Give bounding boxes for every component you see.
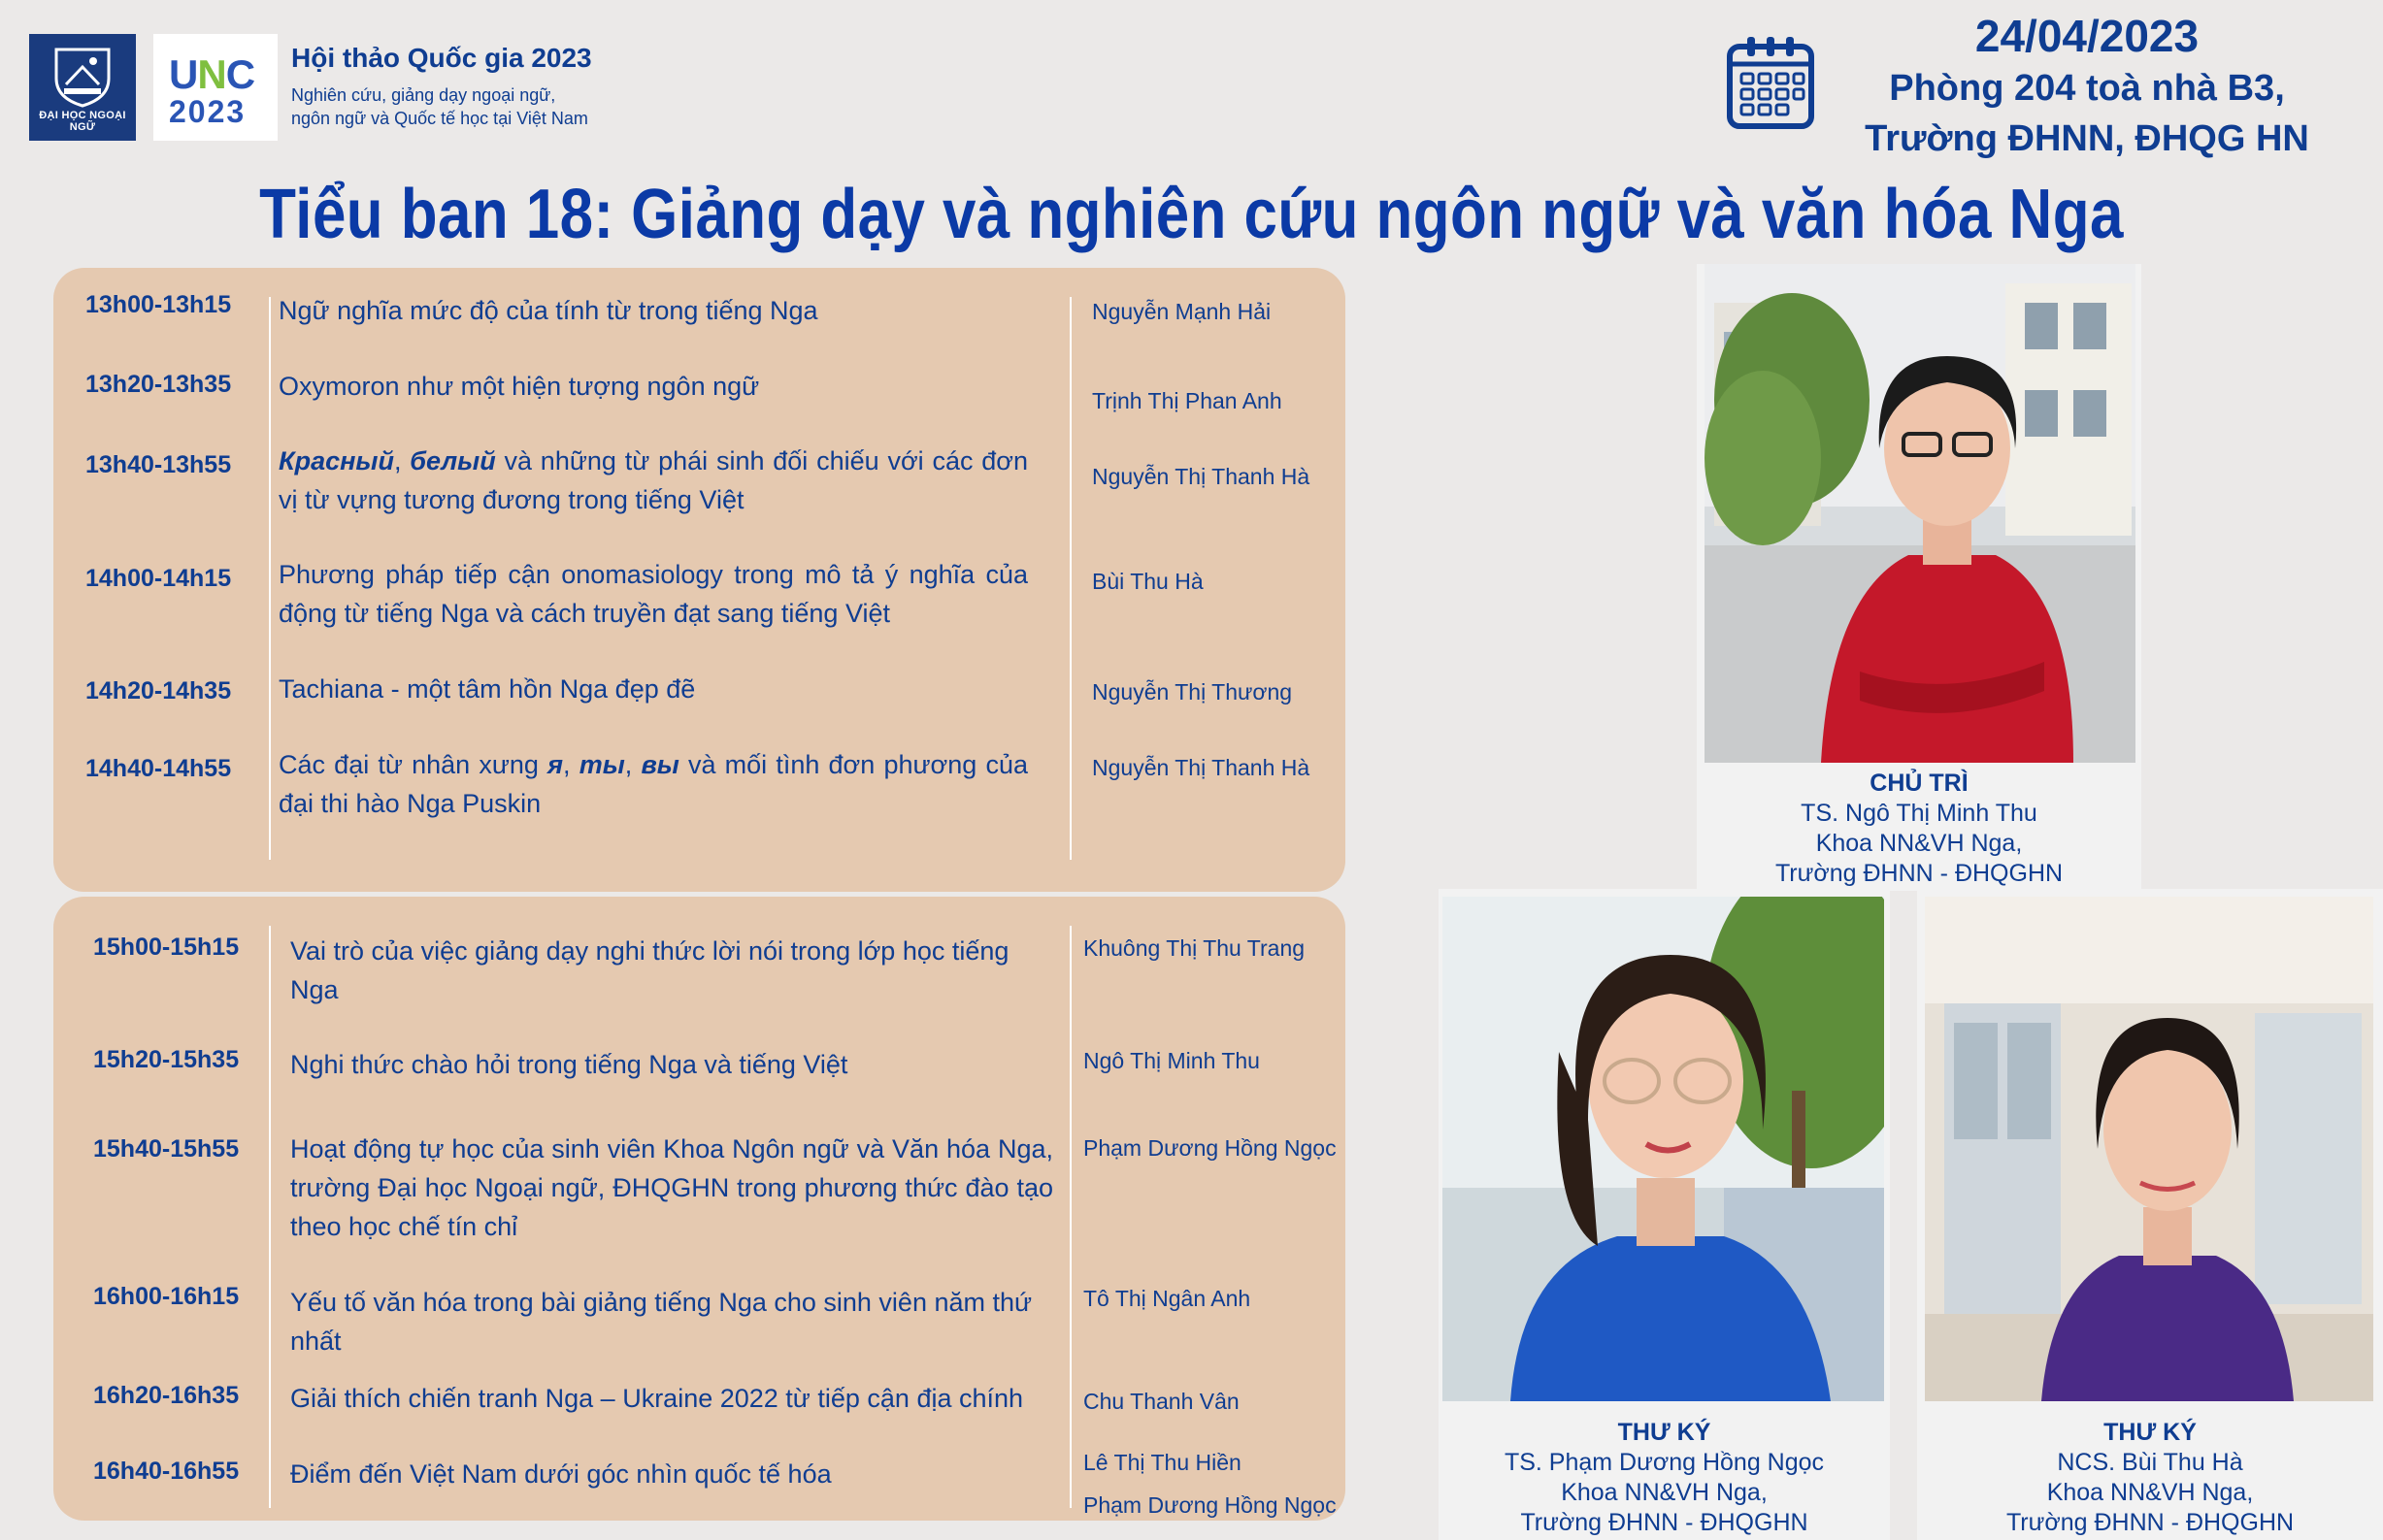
chair-role: CHỦ TRÌ xyxy=(1870,770,1969,797)
unc-letter: U xyxy=(169,51,198,97)
session2-topic-5: Giải thích chiến tranh Nga – Ukraine 2022 từ tiếp cận địa chính xyxy=(290,1384,1024,1413)
unc-logo xyxy=(153,34,278,141)
italic-term: ты xyxy=(579,750,625,779)
session2-time-2: 15h20-15h35 xyxy=(93,1046,240,1073)
session2-author-3: Phạm Dương Hồng Ngọc xyxy=(1083,1135,1337,1161)
session2-author-2: Ngô Thị Minh Thu xyxy=(1083,1048,1260,1073)
session2-author-6: Lê Thị Thu Hiền xyxy=(1083,1450,1241,1475)
column-divider xyxy=(269,926,271,1508)
session1-topic-6: Các đại từ nhân xưng я, ты, вы và mối tình đơn phương của đại thi hào Nga Puskin xyxy=(279,750,1028,818)
secretary2-role: THƯ KÝ xyxy=(2103,1419,2197,1446)
secretary1-dept: Khoa NN&VH Nga, xyxy=(1561,1479,1768,1506)
secretary2-dept: Khoa NN&VH Nga, xyxy=(2046,1479,2254,1506)
secretary1-name: TS. Phạm Dương Hồng Ngọc xyxy=(1504,1449,1825,1476)
chair-card xyxy=(1697,264,2141,891)
secretary2-school: Trường ĐHNN - ĐHQGHN xyxy=(2005,1509,2295,1536)
column-divider xyxy=(1070,297,1072,860)
session1-topic-5: Tachiana - một tâm hồn Nga đẹp đẽ xyxy=(279,674,696,704)
secretary2-card xyxy=(1917,889,2383,1540)
secretary1-role: THƯ KÝ xyxy=(1617,1419,1711,1446)
session2-topic-2: Nghi thức chào hỏi trong tiếng Nga và tiếng Việt xyxy=(290,1050,848,1079)
chair-school: Trường ĐHNN - ĐHQGHN xyxy=(1774,860,2064,887)
secretary2-caption xyxy=(1917,1418,2383,1538)
event-date: 24/04/2023 xyxy=(1974,11,2200,61)
session1-topic-2: Oxymoron như một hiện tượng ngôn ngữ xyxy=(279,372,760,401)
venue-line1: Phòng 204 toà nhà B3, xyxy=(1889,68,2285,109)
session2-topic-4: Yếu tố văn hóa trong bài giảng tiếng Nga cho sinh viên năm thứ nhất xyxy=(290,1288,1033,1356)
secretary1-photo xyxy=(1442,897,1884,1401)
chair-dept: Khoa NN&VH Nga, xyxy=(1815,830,2023,857)
session2-topic-3: Hoạt động tự học của sinh viên Khoa Ngôn ngữ và Văn hóa Nga, trường Đại học Ngoại ngữ, ĐHQGHN trong phương thức đào tạo theo học chế tín chỉ xyxy=(290,1134,1053,1241)
session2-author-5: Chu Thanh Vân xyxy=(1083,1389,1240,1414)
session1-author-6: Nguyễn Thị Thanh Hà xyxy=(1092,755,1310,780)
session2-author-4: Tô Thị Ngân Anh xyxy=(1083,1286,1251,1311)
session1-author-1: Nguyễn Mạnh Hải xyxy=(1092,299,1272,324)
session2-author-6-second: Phạm Dương Hồng Ngọc xyxy=(1083,1492,1337,1518)
session2-time-1: 15h00-15h15 xyxy=(93,934,240,961)
session1-author-2: Trịnh Thị Phan Anh xyxy=(1092,388,1282,413)
conference-subtitle-line2: ngôn ngữ và Quốc tế học tại Việt Nam xyxy=(291,109,588,128)
conference-title: Hội thảo Quốc gia 2023 xyxy=(291,43,592,73)
session1-topic-4: Phương pháp tiếp cận onomasiology trong mô tả ý nghĩa của động từ tiếng Nga và cách truyền đạt sang tiếng Việt xyxy=(279,560,1028,628)
session1-topic-1: Ngữ nghĩa mức độ của tính từ trong tiếng Nga xyxy=(279,296,818,325)
session2-topic-1: Vai trò của việc giảng dạy nghi thức lời nói trong lớp học tiếng Nga xyxy=(290,936,1009,1004)
session2-time-3: 15h40-15h55 xyxy=(93,1135,240,1163)
secretary1-caption xyxy=(1439,1418,1890,1538)
session1-author-4: Bùi Thu Hà xyxy=(1092,569,1204,594)
session2-author-1: Khuông Thị Thu Trang xyxy=(1083,935,1306,961)
session1-time-1: 13h00-13h15 xyxy=(85,291,232,318)
session1-time-4: 14h00-14h15 xyxy=(85,565,232,592)
session1-author-3: Nguyễn Thị Thanh Hà xyxy=(1092,464,1310,489)
calendar-icon xyxy=(1726,33,1815,130)
ulis-logo-text: ĐẠI HỌC NGOẠI NGỮ xyxy=(39,110,126,133)
ulis-logo xyxy=(29,34,136,141)
session1-author-5: Nguyễn Thị Thương xyxy=(1092,679,1293,704)
session1-time-6: 14h40-14h55 xyxy=(85,755,232,782)
italic-term: вы xyxy=(641,750,679,779)
unc-logo-bottom: 2023 xyxy=(169,94,247,129)
session2-time-4: 16h00-16h15 xyxy=(93,1283,240,1310)
chair-caption xyxy=(1697,769,2141,889)
secretary2-name: NCS. Bùi Thu Hà xyxy=(2057,1449,2243,1476)
session2-topic-6: Điểm đến Việt Nam dưới góc nhìn quốc tế hóa xyxy=(290,1459,832,1489)
session1-time-3: 13h40-13h55 xyxy=(85,451,232,478)
chair-name: TS. Ngô Thị Minh Thu xyxy=(1801,800,2037,827)
venue-line2: Trường ĐHNN, ĐHQG HN xyxy=(1865,118,2309,159)
ulis-crest-icon xyxy=(50,46,115,108)
conference-subtitle-line1: Nghiên cứu, giảng dạy ngoại ngữ, xyxy=(291,85,556,105)
chair-photo xyxy=(1705,264,2135,763)
italic-term: Красный xyxy=(279,446,394,475)
session2-time-5: 16h20-16h35 xyxy=(93,1382,240,1409)
unc-logo-top xyxy=(169,51,254,98)
secretary1-card xyxy=(1439,889,1890,1540)
italic-term: белый xyxy=(410,446,496,475)
session1-time-5: 14h20-14h35 xyxy=(85,677,232,704)
italic-term: я xyxy=(547,750,564,779)
session1-topic-3: Красный, белый và những từ phái sinh đối chiếu với các đơn vị từ vựng tương đương trong tiếng Việt xyxy=(279,446,1028,514)
secretary2-photo xyxy=(1925,897,2373,1401)
column-divider xyxy=(269,297,271,860)
session1-time-2: 13h20-13h35 xyxy=(85,371,232,398)
unc-letter: C xyxy=(225,51,255,97)
session2-time-6: 16h40-16h55 xyxy=(93,1458,240,1485)
unc-letter: N xyxy=(197,51,226,97)
secretary1-school: Trường ĐHNN - ĐHQGHN xyxy=(1520,1509,1808,1536)
page-title: Tiểu ban 18: Giảng dạy và nghiên cứu ngôn ngữ và văn hóa Nga xyxy=(259,176,2124,253)
column-divider xyxy=(1070,926,1072,1508)
